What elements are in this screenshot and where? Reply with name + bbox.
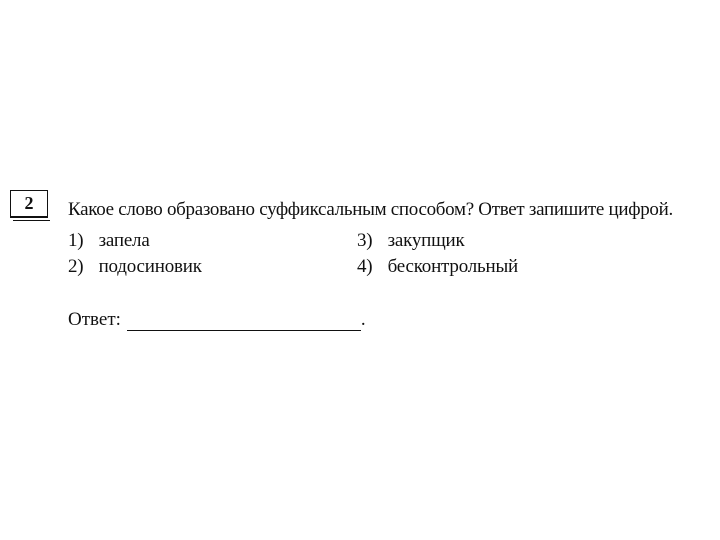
option-3 — [357, 230, 465, 252]
question-text: Какое слово образовано суффиксальным способом? Ответ запишите цифрой. — [68, 199, 673, 220]
option-number: 2) — [68, 256, 84, 277]
task-number: 2 — [24, 193, 34, 213]
option-text: подосиновик — [98, 256, 202, 277]
option-text: закупщик — [387, 230, 465, 251]
answer-field-line[interactable] — [127, 312, 361, 331]
answer-period: . — [360, 309, 366, 330]
option-number: 4) — [357, 256, 373, 277]
option-number: 3) — [357, 230, 373, 251]
option-number: 1) — [68, 230, 84, 251]
option-4 — [357, 256, 518, 278]
answer-row — [68, 309, 366, 331]
answer-label: Ответ: — [68, 309, 121, 330]
option-2 — [68, 256, 202, 278]
option-1 — [68, 230, 150, 252]
option-text: бесконтрольный — [387, 256, 518, 277]
option-text: запела — [98, 230, 150, 251]
task-number-box — [10, 190, 48, 218]
